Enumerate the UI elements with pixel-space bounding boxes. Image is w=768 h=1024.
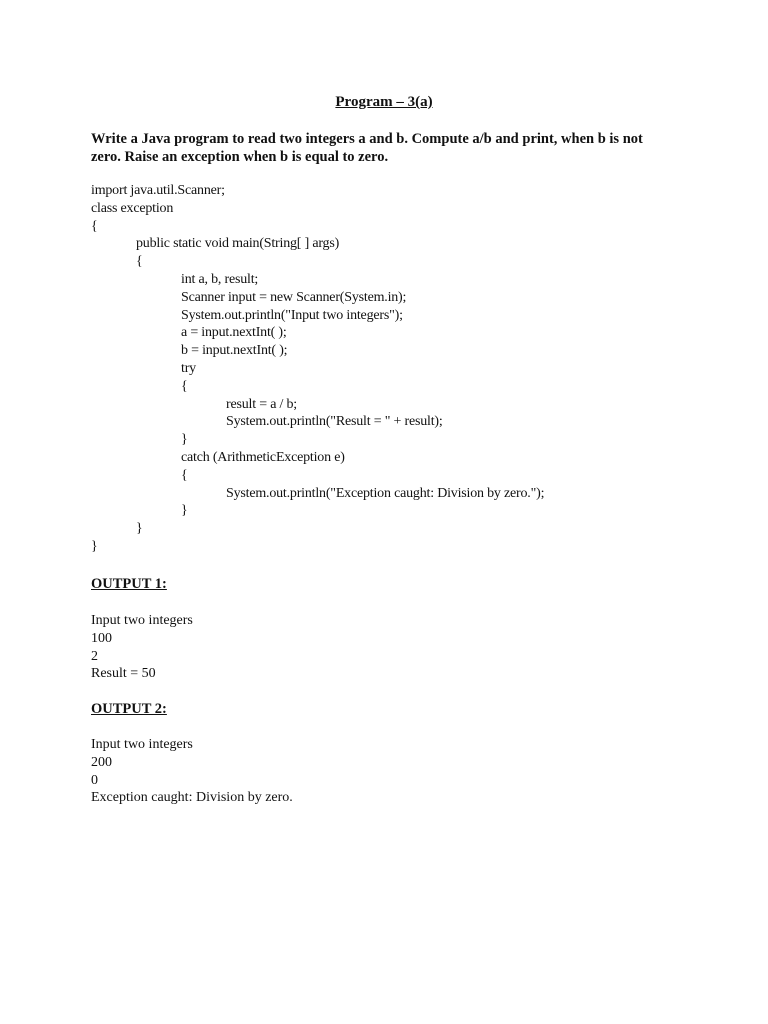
code-line: catch (ArithmeticException e) [181,449,345,465]
output-line: 0 [91,772,98,788]
code-line: } [91,538,98,554]
code-line: int a, b, result; [181,271,259,287]
code-line: { [181,467,188,483]
output1-heading: OUTPUT 1: [91,576,167,592]
code-line: } [181,503,188,519]
output2-heading: OUTPUT 2: [91,701,167,717]
output-line: 2 [91,648,98,664]
code-listing [91,182,544,556]
output-line: Input two integers [91,737,193,752]
output-line: 100 [91,630,112,646]
problem-statement-line: zero. Raise an exception when b is equal to zero. [91,149,389,165]
code-line: class exception [91,200,174,216]
code-line: import java.util.Scanner; [91,183,225,198]
program-title: Program – 3(a) [335,94,433,110]
problem-statement-line: Write a Java program to read two integers a and b. Compute a/b and print, when b is not [91,131,643,147]
output1-lines [91,612,193,683]
output-line: 200 [91,754,112,770]
output-line: Input two integers [91,613,193,628]
code-line: } [181,432,188,448]
code-line: System.out.println("Input two integers"); [181,307,403,323]
code-line: { [91,218,98,234]
problem-statement [91,130,691,166]
code-line: { [181,378,188,394]
code-line: result = a / b; [226,396,297,412]
output-line: Result = 50 [91,666,156,682]
code-line: try [181,360,196,376]
code-line: b = input.nextInt( ); [181,343,288,359]
output2-lines [91,736,293,807]
code-line: Scanner input = new Scanner(System.in); [181,289,407,305]
code-line: System.out.println("Exception caught: Division by zero."); [226,485,545,501]
code-line: } [136,521,143,537]
code-line: public static void main(String[ ] args) [136,236,340,252]
output-line: Exception caught: Division by zero. [91,790,293,806]
code-line: { [136,254,143,270]
code-line: a = input.nextInt( ); [181,325,287,341]
code-line: System.out.println("Result = " + result); [226,414,443,430]
